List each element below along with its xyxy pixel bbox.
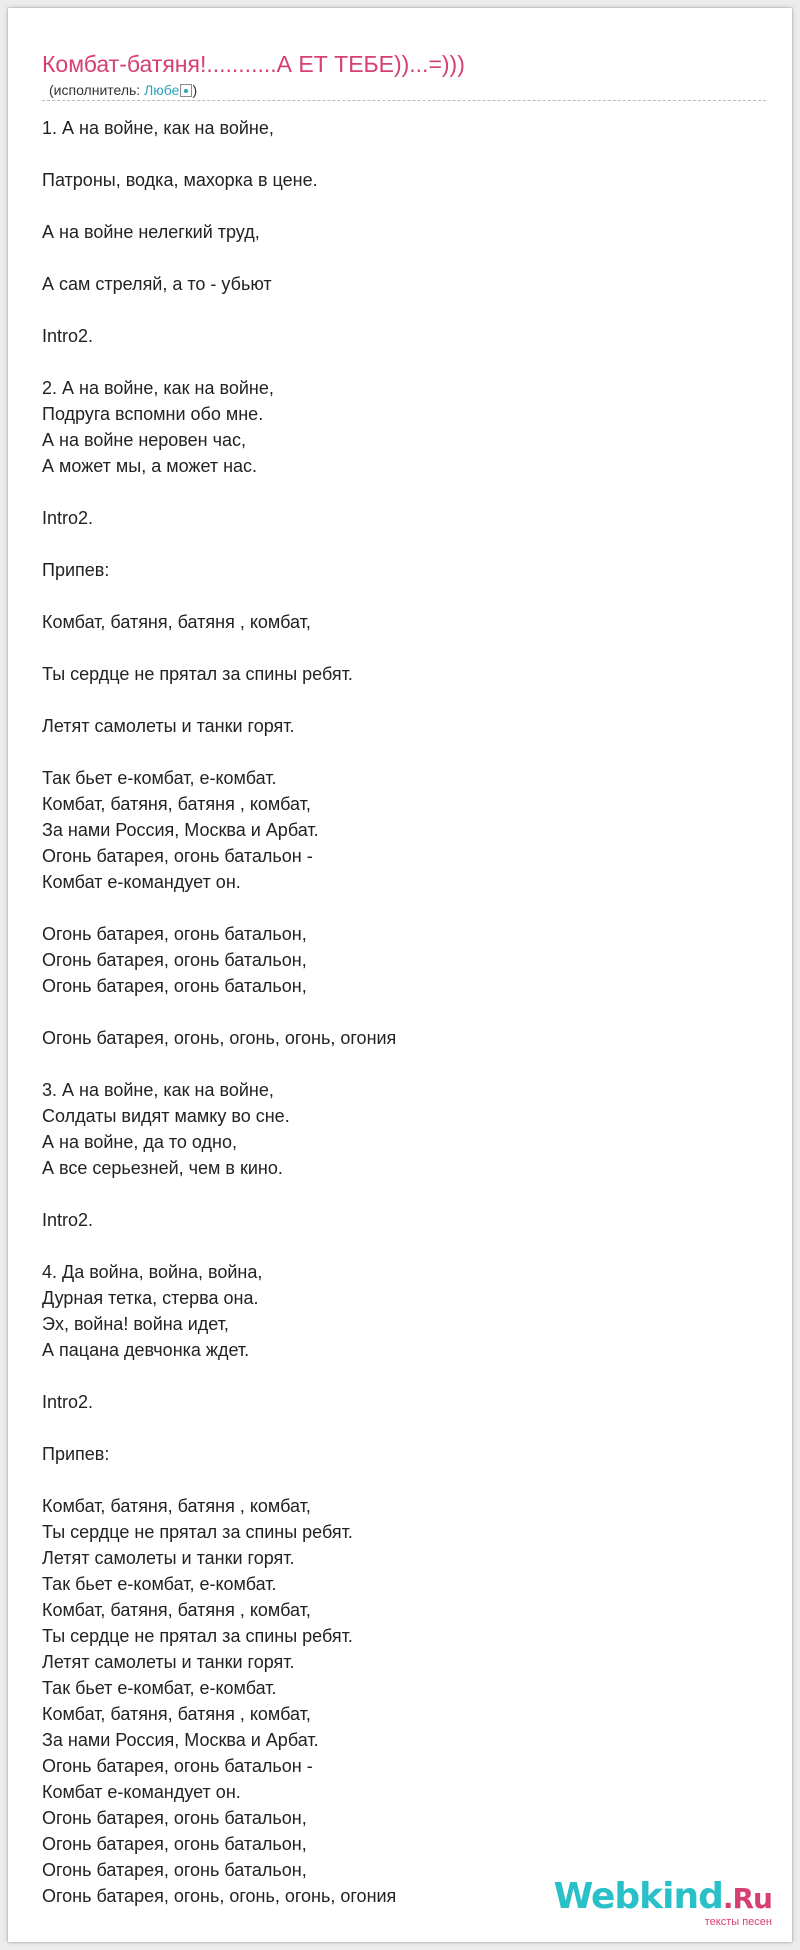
lyric-line: Летят самолеты и танки горят.	[42, 1652, 295, 1672]
lyric-line: Огонь батарея, огонь, огонь, огонь, огония	[42, 1028, 397, 1048]
lyric-line: Огонь батарея, огонь батальон,	[42, 1860, 307, 1880]
lyric-blank-line	[42, 1233, 762, 1259]
logo-tagline: тексты песен	[704, 1916, 772, 1928]
lyric-blank-line	[42, 583, 762, 609]
logo-name: Webkind	[553, 1876, 723, 1917]
song-title: Комбат-батяня!...........А ЕТ ТЕБЕ))...=)))	[42, 51, 465, 77]
lyric-line: Летят самолеты и танки горят.	[42, 716, 295, 736]
lyric-line: Огонь батарея, огонь батальон -	[42, 1756, 313, 1776]
lyric-line: А на войне, да то одно,	[42, 1132, 237, 1152]
lyric-blank-line	[42, 635, 762, 661]
lyrics-body	[42, 115, 762, 1909]
lyric-line: А может мы, а может нас.	[42, 456, 258, 476]
lyric-blank-line	[42, 1363, 762, 1389]
artist-byline	[49, 81, 197, 99]
lyric-line: А сам стреляй, а то - убьют	[42, 274, 272, 294]
lyrics-card	[8, 8, 792, 1942]
byline-suffix: )	[192, 82, 198, 98]
title-divider	[42, 100, 766, 101]
lyric-line: Intro2.	[42, 1210, 94, 1230]
lyric-blank-line	[42, 297, 762, 323]
lyric-blank-line	[42, 349, 762, 375]
lyric-line: Огонь батарея, огонь батальон,	[42, 976, 307, 996]
lyric-line: Комбат е-командует он.	[42, 872, 241, 892]
lyric-blank-line	[42, 895, 762, 921]
lyric-blank-line	[42, 193, 762, 219]
lyric-line: Эх, война! война идет,	[42, 1314, 229, 1334]
artist-link[interactable]: Любе	[144, 82, 180, 98]
lyric-line: Комбат, батяня, батяня , комбат,	[42, 1496, 311, 1516]
lyric-line: Так бьет е-комбат, е-комбат.	[42, 1574, 277, 1594]
lyric-line: За нами Россия, Москва и Арбат.	[42, 820, 319, 840]
lyric-blank-line	[42, 141, 762, 167]
lyric-line: Intro2.	[42, 508, 94, 528]
lyric-line: Подруга вспомни обо мне.	[42, 404, 264, 424]
lyric-line: Intro2.	[42, 326, 94, 346]
lyric-line: Так бьет е-комбат, е-комбат.	[42, 1678, 277, 1698]
lyric-blank-line	[42, 1467, 762, 1493]
lyric-line: 4. Да война, война, война,	[42, 1262, 263, 1282]
lyric-blank-line	[42, 479, 762, 505]
lyric-line: 2. А на войне, как на войне,	[42, 378, 274, 398]
byline-prefix: (исполнитель:	[49, 82, 145, 98]
lyric-line: 3. А на войне, как на войне,	[42, 1080, 274, 1100]
lyric-line: Солдаты видят мамку во сне.	[42, 1106, 290, 1126]
lyric-line: Ты сердце не прятал за спины ребят.	[42, 1626, 353, 1646]
lyric-line: Летят самолеты и танки горят.	[42, 1548, 295, 1568]
lyric-line: Огонь батарея, огонь батальон -	[42, 846, 313, 866]
lyric-line: Огонь батарея, огонь, огонь, огонь, огония	[42, 1886, 397, 1906]
lyric-line: А пацана девчонка ждет.	[42, 1340, 250, 1360]
lyric-line: Припев:	[42, 1444, 110, 1464]
lyric-blank-line	[42, 245, 762, 271]
lyric-line: Intro2.	[42, 1392, 94, 1412]
lyric-line: За нами Россия, Москва и Арбат.	[42, 1730, 319, 1750]
lyric-line: Комбат, батяня, батяня , комбат,	[42, 1704, 311, 1724]
lyric-line: Припев:	[42, 560, 110, 580]
lyric-blank-line	[42, 1051, 762, 1077]
webkind-logo[interactable]	[553, 1876, 772, 1928]
lyric-blank-line	[42, 687, 762, 713]
lyric-blank-line	[42, 531, 762, 557]
lyric-blank-line	[42, 1181, 762, 1207]
lyric-line: Комбат, батяня, батяня , комбат,	[42, 612, 311, 632]
lyric-blank-line	[42, 739, 762, 765]
lyric-line: А на войне нелегкий труд,	[42, 222, 260, 242]
logo-tld: .Ru	[722, 1882, 772, 1915]
lyric-line: Огонь батарея, огонь батальон,	[42, 1834, 307, 1854]
lyric-line: А на войне неровен час,	[42, 430, 247, 450]
lyric-line: Комбат, батяня, батяня , комбат,	[42, 1600, 311, 1620]
lyric-line: Ты сердце не прятал за спины ребят.	[42, 1522, 353, 1542]
lyric-line: Огонь батарея, огонь батальон,	[42, 1808, 307, 1828]
artist-info-icon[interactable]	[180, 84, 192, 97]
lyric-line: Огонь батарея, огонь батальон,	[42, 924, 307, 944]
lyric-line: Так бьет е-комбат, е-комбат.	[42, 768, 277, 788]
lyric-line: Дурная тетка, стерва она.	[42, 1288, 259, 1308]
lyric-line: Патроны, водка, махорка в цене.	[42, 170, 318, 190]
lyric-line: 1. А на войне, как на войне,	[42, 118, 274, 138]
lyric-line: Огонь батарея, огонь батальон,	[42, 950, 307, 970]
lyric-blank-line	[42, 1415, 762, 1441]
logo-wordmark	[554, 1878, 772, 1918]
lyric-line: Комбат е-командует он.	[42, 1782, 241, 1802]
lyric-line: А все серьезней, чем в кино.	[42, 1158, 283, 1178]
lyric-line: Ты сердце не прятал за спины ребят.	[42, 664, 353, 684]
lyric-blank-line	[42, 999, 762, 1025]
lyric-line: Комбат, батяня, батяня , комбат,	[42, 794, 311, 814]
